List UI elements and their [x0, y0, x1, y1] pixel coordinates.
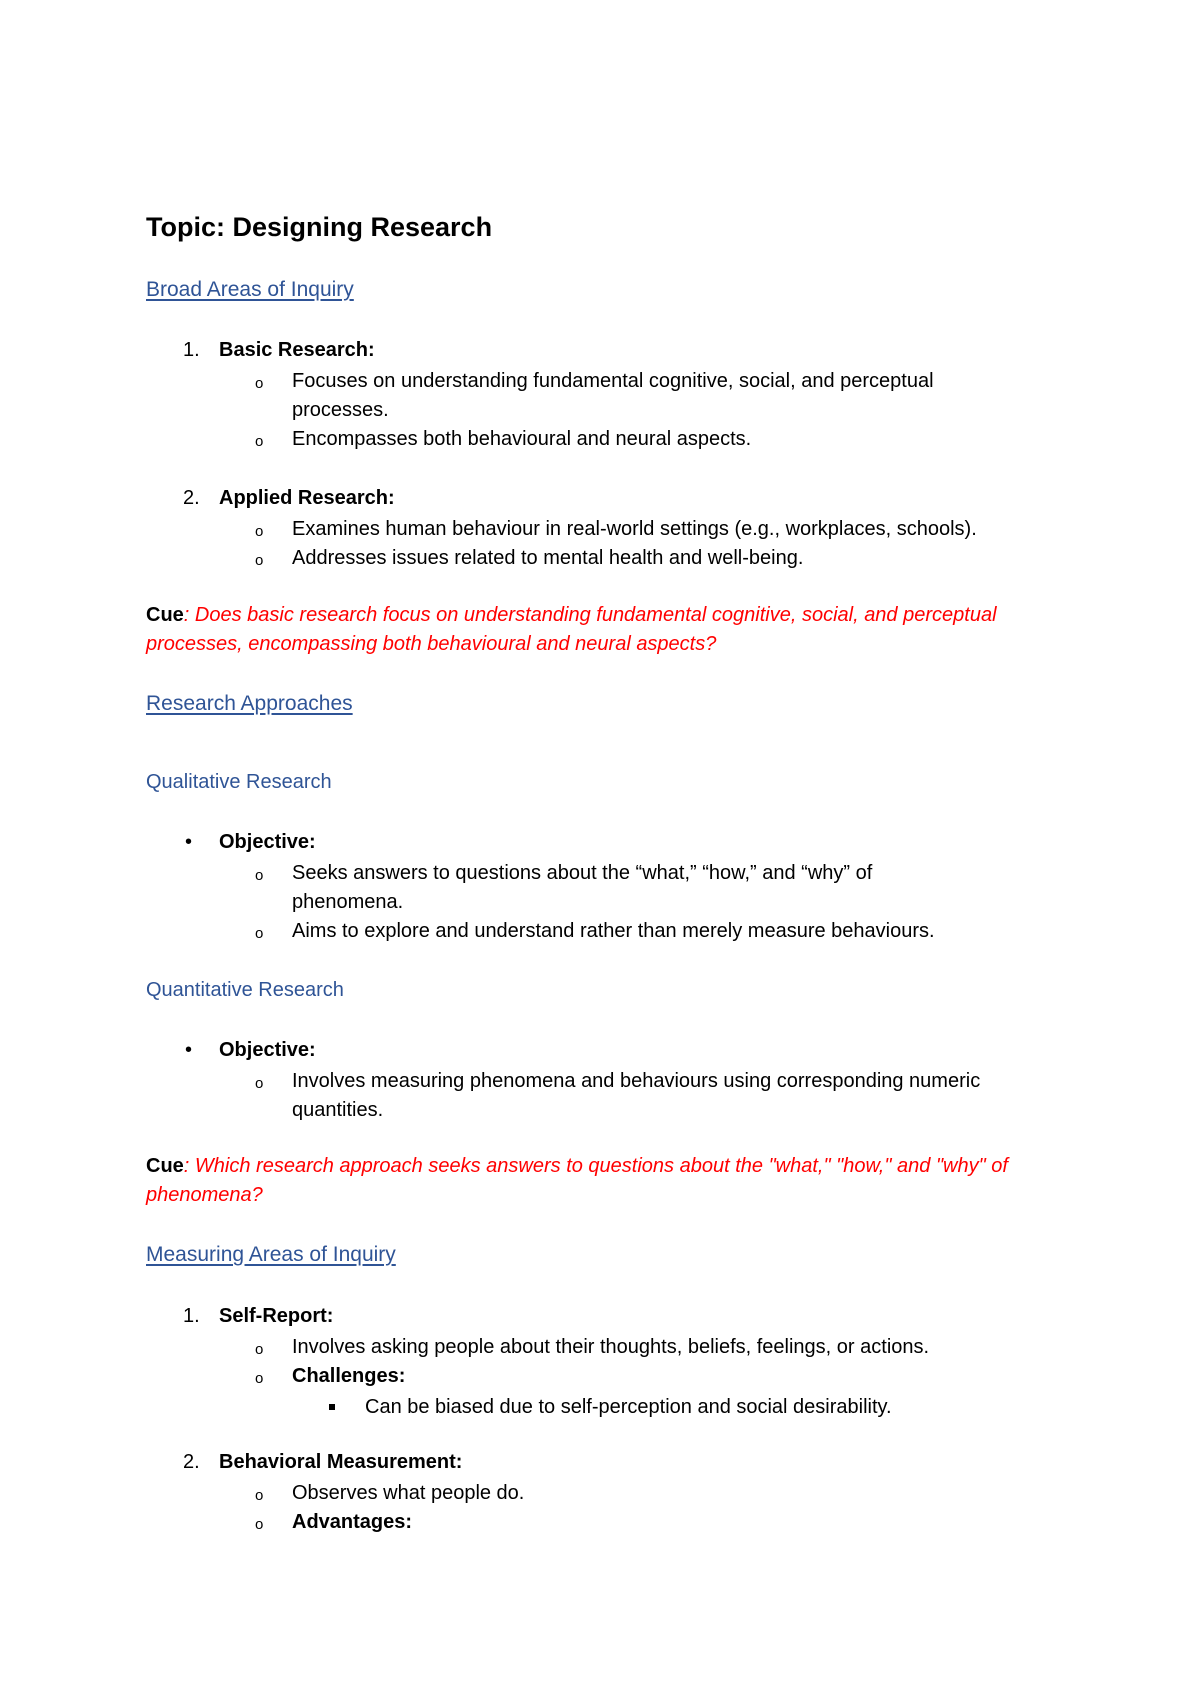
page-title: Topic: Designing Research: [146, 212, 493, 242]
circle-bullet-icon: o: [255, 1341, 264, 1358]
bullet-text: Observes what people do.: [292, 1482, 525, 1504]
advantages-label: Advantages:: [292, 1511, 413, 1533]
circle-bullet-icon: o: [255, 1075, 264, 1092]
circle-bullet-icon: o: [255, 1516, 264, 1533]
list-number: 1.: [183, 339, 200, 361]
cue-note: [146, 601, 1046, 659]
cue-note: [146, 1152, 1046, 1210]
list-item-label-applied-research: Applied Research:: [219, 487, 395, 509]
cue-question: : Does basic research focus on understanding fundamental cognitive, social, and perceptual processes, encompassing both behavioural and neural aspects?: [146, 604, 997, 655]
cue-label: Cue: [146, 1155, 184, 1177]
bullet-text-continued: phenomena.: [292, 891, 404, 913]
circle-bullet-icon: o: [255, 375, 264, 392]
circle-bullet-icon: o: [255, 1487, 264, 1504]
subheading-qualitative-research: Qualitative Research: [146, 771, 332, 793]
circle-bullet-icon: o: [255, 1370, 264, 1387]
circle-bullet-icon: o: [255, 552, 264, 569]
list-number: 1.: [183, 1305, 200, 1327]
cue-question: : Which research approach seeks answers to questions about the "what," "how," and "why" of phenomena?: [146, 1155, 1008, 1206]
circle-bullet-icon: o: [255, 867, 264, 884]
list-item-label-behavioral-measurement: Behavioral Measurement:: [219, 1451, 463, 1473]
section-heading-research-approaches: Research Approaches: [146, 692, 353, 715]
bullet-text: Addresses issues related to mental health and well-being.: [292, 547, 804, 569]
bullet-text-continued: processes.: [292, 399, 389, 421]
circle-bullet-icon: o: [255, 925, 264, 942]
subheading-quantitative-research: Quantitative Research: [146, 979, 344, 1001]
list-number: 2.: [183, 1451, 200, 1473]
circle-bullet-icon: o: [255, 433, 264, 450]
section-heading-broad-areas: Broad Areas of Inquiry: [146, 278, 354, 301]
challenges-label: Challenges:: [292, 1365, 406, 1387]
bullet-text: Encompasses both behavioural and neural aspects.: [292, 428, 752, 450]
bullet-text-continued: quantities.: [292, 1099, 384, 1121]
list-number: 2.: [183, 487, 200, 509]
bullet-text: Focuses on understanding fundamental cognitive, social, and perceptual: [292, 370, 934, 392]
circle-bullet-icon: o: [255, 523, 264, 540]
bullet-text: Involves measuring phenomena and behaviours using corresponding numeric: [292, 1070, 981, 1092]
bullet-text: Involves asking people about their thoughts, beliefs, feelings, or actions.: [292, 1336, 930, 1358]
objective-label: Objective:: [219, 1039, 316, 1061]
list-item-label-basic-research: Basic Research:: [219, 339, 375, 361]
bullet-text: Aims to explore and understand rather than merely measure behaviours.: [292, 920, 935, 942]
objective-label: Objective:: [219, 831, 316, 853]
sub-bullet-text: Can be biased due to self-perception and social desirability.: [365, 1396, 892, 1418]
disc-bullet-icon: •: [185, 831, 193, 853]
square-bullet-icon: [329, 1404, 335, 1410]
section-heading-measuring-areas: Measuring Areas of Inquiry: [146, 1243, 396, 1266]
bullet-text: Examines human behaviour in real-world settings (e.g., workplaces, schools).: [292, 518, 977, 540]
disc-bullet-icon: •: [185, 1039, 193, 1061]
bullet-text: Seeks answers to questions about the “what,” “how,” and “why” of: [292, 862, 873, 884]
list-item-label-self-report: Self-Report:: [219, 1305, 334, 1327]
cue-label: Cue: [146, 604, 184, 626]
